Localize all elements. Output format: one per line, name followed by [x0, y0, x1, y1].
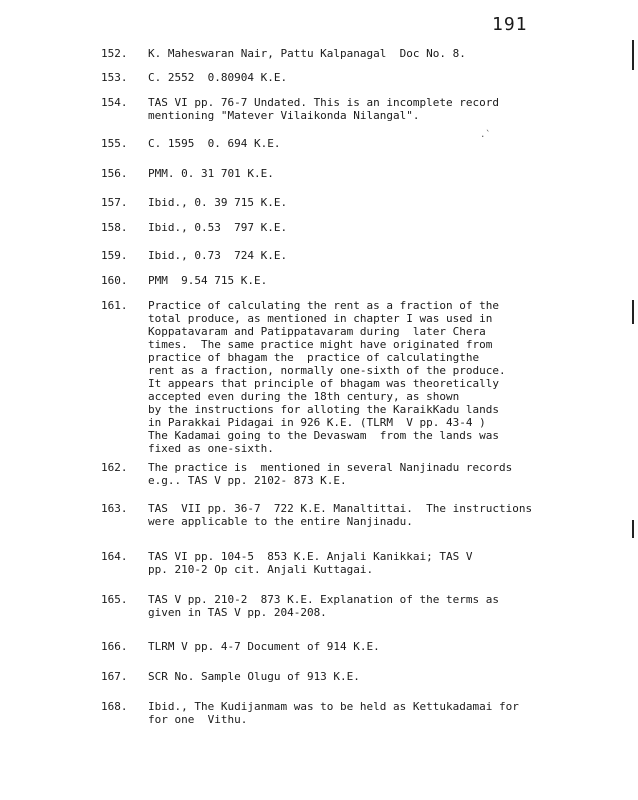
- footnote-line: SCR No. Sample Olugu of 913 K.E.: [148, 670, 360, 683]
- footnote: [101, 47, 466, 60]
- footnote: [101, 249, 288, 262]
- footnote: [101, 550, 473, 576]
- footnote-number: 168.: [101, 700, 128, 713]
- footnote-line: C. 1595 0. 694 K.E.: [148, 137, 281, 150]
- footnote-number: 156.: [101, 167, 128, 180]
- stray-mark: .`: [480, 130, 491, 140]
- footnote-number: 159.: [101, 249, 128, 262]
- footnote: [101, 593, 499, 619]
- footnote-line: TLRM V pp. 4-7 Document of 914 K.E.: [148, 640, 380, 653]
- footnote-line: TAS VI pp. 104-5 853 K.E. Anjali Kanikkai; TAS V: [148, 550, 473, 563]
- footnote-line: for one Vithu.: [148, 713, 248, 726]
- footnote-line: practice of bhagam the practice of calculatingthe: [148, 351, 480, 364]
- footnote-line: were applicable to the entire Nanjinadu.: [148, 515, 413, 528]
- footnote: [101, 196, 288, 209]
- footnote-number: 158.: [101, 221, 128, 234]
- footnote-number: 154.: [101, 96, 128, 109]
- footnote-line: total produce, as mentioned in chapter I was used in: [148, 312, 493, 325]
- footnote: [101, 221, 288, 234]
- footnote-number: 162.: [101, 461, 128, 474]
- footnote-number: 165.: [101, 593, 128, 606]
- footnote: [101, 700, 519, 726]
- footnote-line: PMM 9.54 715 K.E.: [148, 274, 268, 287]
- footnote-line: It appears that principle of bhagam was theoretically: [148, 377, 499, 390]
- footnote: [101, 167, 274, 180]
- footnote-line: The Kadamai going to the Devaswam from the lands was: [148, 429, 499, 442]
- footnote-number: 155.: [101, 137, 128, 150]
- footnote-line: accepted even during the 18th century, as shown: [148, 390, 460, 403]
- footnote-number: 167.: [101, 670, 128, 683]
- footnote-line: pp. 210-2 Op cit. Anjali Kuttagai.: [148, 563, 374, 576]
- page-edge-mark: [632, 520, 634, 538]
- footnote-line: rent as a fraction, normally one-sixth of the produce.: [148, 364, 506, 377]
- footnote-number: 153.: [101, 71, 128, 84]
- footnote: [101, 670, 360, 683]
- footnote-line: PMM. 0. 31 701 K.E.: [148, 167, 274, 180]
- footnote-line: Ibid., The Kudijanmam was to be held as Kettukadamai for: [148, 700, 519, 713]
- page-number: 191: [492, 14, 528, 35]
- footnote-line: Ibid., 0.53 797 K.E.: [148, 221, 288, 234]
- page-edge-mark: [632, 40, 634, 70]
- footnote: [101, 502, 533, 528]
- footnote-number: 157.: [101, 196, 128, 209]
- footnote-line: Koppatavaram and Patippatavaram during later Chera: [148, 325, 486, 338]
- footnote-line: in Parakkai Pidagai in 926 K.E. (TLRM V pp. 43-4 ): [148, 416, 486, 429]
- page-edge-mark: [632, 300, 634, 324]
- footnote: [101, 274, 268, 287]
- footnote-line: Ibid., 0. 39 715 K.E.: [148, 196, 288, 209]
- footnote-line: by the instructions for alloting the KaraikKadu lands: [148, 403, 499, 416]
- footnote-line: C. 2552 0.80904 K.E.: [148, 71, 288, 84]
- footnote-number: 152.: [101, 47, 128, 60]
- footnote-line: Practice of calculating the rent as a fraction of the: [148, 299, 499, 312]
- footnote-line: times. The same practice might have originated from: [148, 338, 493, 351]
- footnote: [101, 299, 506, 455]
- footnote-number: 161.: [101, 299, 128, 312]
- footnote-line: TAS VII pp. 36-7 722 K.E. Manaltittai. The instructions: [148, 502, 533, 515]
- footnote-line: K. Maheswaran Nair, Pattu Kalpanagal Doc No. 8.: [148, 47, 466, 60]
- footnote: [101, 137, 281, 150]
- footnote-line: Ibid., 0.73 724 K.E.: [148, 249, 288, 262]
- footnote-number: 166.: [101, 640, 128, 653]
- footnote-line: given in TAS V pp. 204-208.: [148, 606, 327, 619]
- footnote-line: The practice is mentioned in several Nanjinadu records: [148, 461, 513, 474]
- footnote-number: 163.: [101, 502, 128, 515]
- footnote-line: TAS VI pp. 76-7 Undated. This is an incomplete record: [148, 96, 499, 109]
- footnote-line: TAS V pp. 210-2 873 K.E. Explanation of the terms as: [148, 593, 499, 606]
- footnote-number: 164.: [101, 550, 128, 563]
- footnote-line: e.g.. TAS V pp. 2102- 873 K.E.: [148, 474, 347, 487]
- footnote: [101, 461, 513, 487]
- footnote-line: fixed as one-sixth.: [148, 442, 274, 455]
- footnote-number: 160.: [101, 274, 128, 287]
- footnote: [101, 640, 380, 653]
- footnote: [101, 96, 499, 122]
- footnote: [101, 71, 288, 84]
- footnote-line: mentioning "Matever Vilaikonda Nilangal".: [148, 109, 420, 122]
